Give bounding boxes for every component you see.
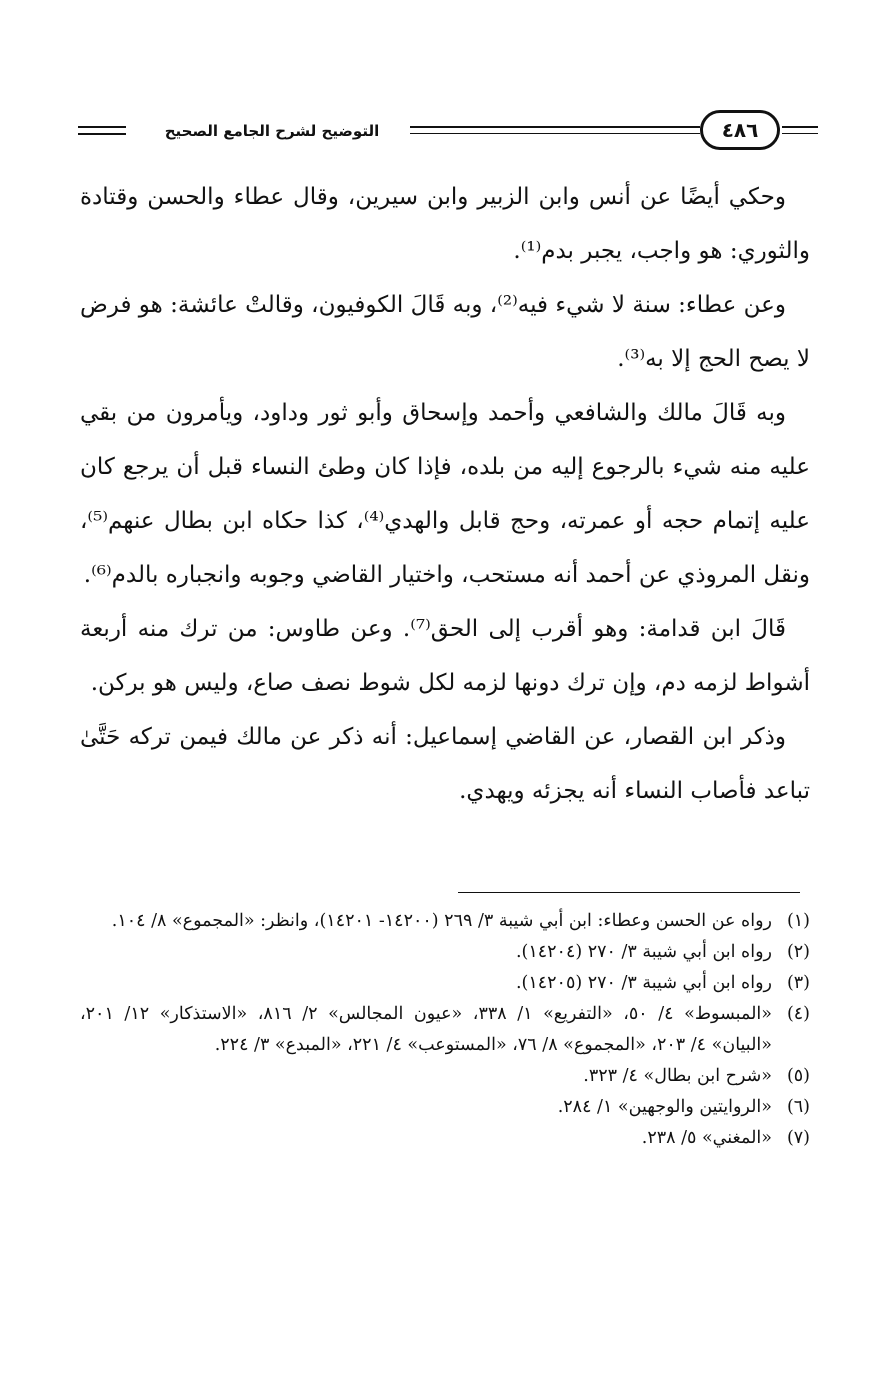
footnote-number: (٥) xyxy=(786,1066,810,1086)
footnote xyxy=(80,1061,810,1092)
paragraph: وبه قَالَ مالك والشافعي وأحمد وإسحاق وأبو ثور وداود، ويأمرون من بقي عليه منه شيء بالرجوع إليه من بلده، فإذا كان وطئ النساء قبل أن يرجع كان عليه إتمام حجه أو عمرته، وحج قابل والهدي⁽⁴⁾، كذا حكاه ابن بطال عنهم⁽⁵⁾، ونقل المروذي عن أحمد أنه مستحب، واختيار القاضي وجوبه وانجباره بالدم⁽⁶⁾. xyxy=(80,400,810,588)
footnote xyxy=(80,906,810,937)
paragraph: وذكر ابن القصار، عن القاضي إسماعيل: أنه ذكر عن مالك فيمن تركه حَتَّىٰ تباعد فأصاب النساء أنه يجزئه ويهدي. xyxy=(80,724,810,804)
footnote xyxy=(80,999,810,1061)
footnote-text: رواه عن الحسن وعطاء: ابن أبي شيبة ٣/ ٢٦٩ (١٤٢٠٠- ١٤٢٠١)، وانظر: «المجموع» ٨/ ١٠٤. xyxy=(111,911,772,931)
header-rule xyxy=(410,126,700,128)
main-text xyxy=(80,170,810,818)
footnote xyxy=(80,968,810,999)
footnote xyxy=(80,1092,810,1123)
header-rule xyxy=(782,126,818,128)
running-title: التوضيح لشرح الجامع الصحيح xyxy=(142,116,402,146)
footnotes xyxy=(80,906,810,1154)
footnote-separator xyxy=(458,892,800,893)
footnote-number: (٣) xyxy=(786,973,810,993)
header-rule xyxy=(410,133,700,134)
paragraph: وعن عطاء: سنة لا شيء فيه⁽²⁾، وبه قَالَ الكوفيون، وقالتْ عائشة: هو فرض لا يصح الحج إلا به⁽³⁾. xyxy=(80,292,810,372)
page-number: ٤٨٦ xyxy=(721,118,759,142)
paragraph: قَالَ ابن قدامة: وهو أقرب إلى الحق⁽⁷⁾. وعن طاوس: من ترك منه أربعة أشواط لزمه دم، وإن ترك دونها لزمه لكل شوط نصف صاع، وليس هو بركن. xyxy=(80,616,810,696)
footnote-text: «شرح ابن بطال» ٤/ ٣٢٣. xyxy=(583,1066,772,1086)
header-rule xyxy=(78,133,126,135)
footnote-text: «المغني» ٥/ ٢٣٨. xyxy=(641,1128,772,1148)
footnote xyxy=(80,1123,810,1154)
paragraph: وحكي أيضًا عن أنس وابن الزبير وابن سيرين، وقال عطاء والحسن وقتادة والثوري: هو واجب، يجبر بدم⁽¹⁾. xyxy=(80,184,810,264)
footnote-number: (٧) xyxy=(786,1128,810,1148)
footnote-text: «الروايتين والوجهين» ١/ ٢٨٤. xyxy=(557,1097,772,1117)
footnote-number: (٤) xyxy=(786,1004,810,1024)
footnote-text: «المبسوط» ٤/ ٥٠، «التفريع» ١/ ٣٣٨، «عيون المجالس» ٢/ ٨١٦، «الاستذكار» ١٢/ ٢٠١، «البيان» ٤/ ٢٠٣، «المجموع» ٨/ ٧٦، «المستوعب» ٤/ ٢٢١، «المبدع» ٣/ ٢٢٤. xyxy=(80,1004,772,1055)
footnote-number: (١) xyxy=(786,911,810,931)
running-header xyxy=(78,106,818,158)
page-number-badge xyxy=(700,110,784,154)
footnote-text: رواه ابن أبي شيبة ٣/ ٢٧٠ (١٤٢٠٤). xyxy=(515,942,772,962)
header-rule xyxy=(78,126,126,128)
header-rule xyxy=(782,133,818,134)
footnote-text: رواه ابن أبي شيبة ٣/ ٢٧٠ (١٤٢٠٥). xyxy=(515,973,772,993)
footnote-number: (٢) xyxy=(786,942,810,962)
footnote xyxy=(80,937,810,968)
footnote-number: (٦) xyxy=(786,1097,810,1117)
